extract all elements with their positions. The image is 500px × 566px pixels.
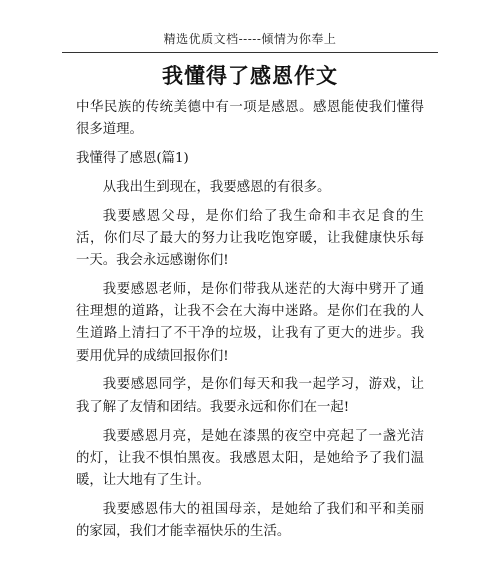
paragraph: 我要感恩同学，是你们每天和我一起学习，游戏，让我了解了友情和团结。我要永远和你们在一起! bbox=[76, 377, 424, 415]
paragraph: 从我出生到现在，我要感恩的有很多。 bbox=[102, 180, 331, 196]
header-divider bbox=[62, 52, 438, 53]
document-title: 我懂得了感恩作文 bbox=[162, 64, 338, 88]
paragraph: 我要感恩月亮，是她在漆黑的夜空中亮起了一盏光洁的灯，让我不惧怕黑夜。我感恩太阳，是她给予了我们温暖，让大地有了生计。 bbox=[76, 428, 424, 488]
paragraph: 我要感恩伟大的祖国母亲，是她给了我们和平和美丽的家园，我们才能幸福快乐的生活。 bbox=[76, 501, 424, 539]
document-body bbox=[76, 97, 424, 550]
section-heading: 我懂得了感恩(篇1) bbox=[76, 151, 189, 167]
paragraph: 我要感恩父母，是你们给了我生命和丰衣足食的生活，你们尽了最大的努力让我吃饱穿暖，让我健康快乐每一天。我会永远感谢你们! bbox=[76, 209, 424, 269]
paragraph: 我要感恩老师，是你们带我从迷茫的大海中劈开了通往理想的道路，让我不会在大海中迷路。是你们在我的人生道路上清扫了不干净的垃圾，让我有了更大的进步。我要用优异的成绩回报你们! bbox=[76, 282, 424, 364]
page-header: 精选优质文档-----倾情为你奉上 bbox=[163, 32, 337, 46]
paragraph: 中华民族的传统美德中有一项是感恩。感恩能使我们懂得很多道理。 bbox=[76, 100, 424, 138]
